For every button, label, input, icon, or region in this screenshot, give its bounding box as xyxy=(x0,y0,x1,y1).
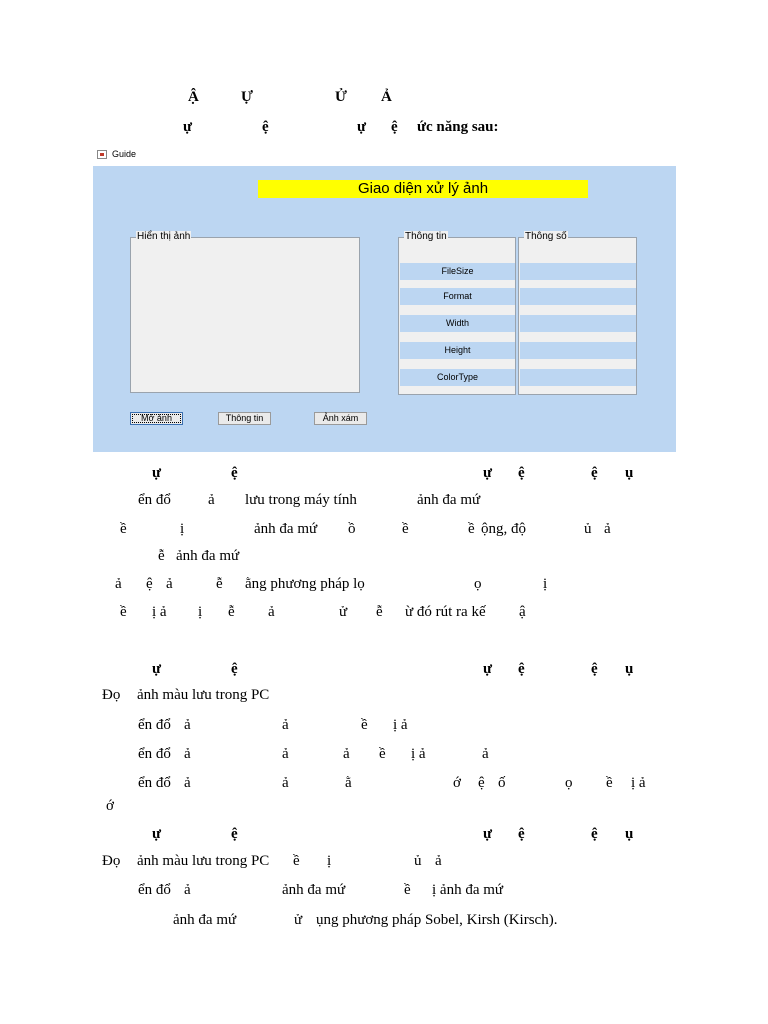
heading-fragment: ự xyxy=(183,119,193,135)
heading-fragment: ệ xyxy=(262,119,269,135)
text-fragment: ả xyxy=(184,717,191,733)
text-fragment: ọ xyxy=(474,576,482,592)
text-fragment: ề xyxy=(293,853,300,869)
text-fragment: ự xyxy=(152,465,162,481)
text-fragment: ồ xyxy=(348,521,356,537)
text-fragment: ả xyxy=(115,576,122,592)
text-fragment: ớ xyxy=(106,798,114,814)
text-fragment: ả xyxy=(435,853,442,869)
text-fragment: ề xyxy=(606,775,613,791)
text-fragment: ệ xyxy=(518,661,525,677)
text-fragment: ề xyxy=(404,882,411,898)
info-colortype: ColorType xyxy=(400,369,515,386)
text-fragment: ị ả xyxy=(631,775,646,791)
text-fragment: ả xyxy=(282,746,289,762)
text-fragment: ảnh đa mứ xyxy=(417,492,481,508)
text-fragment: ố xyxy=(498,775,506,791)
text-fragment: ảnh đa mứ xyxy=(176,548,240,564)
text-fragment: ả xyxy=(184,746,191,762)
text-fragment: ề xyxy=(468,521,475,537)
text-fragment: ảnh đa mứ xyxy=(282,882,346,898)
text-fragment: ủ xyxy=(414,853,422,869)
param-height-field[interactable] xyxy=(520,342,636,359)
text-fragment: ằ xyxy=(345,775,352,791)
text-fragment: ển đổ xyxy=(138,492,171,508)
text-fragment: lưu trong máy tính xyxy=(245,492,357,508)
image-display-group xyxy=(130,231,360,393)
text-fragment: ụ xyxy=(625,661,634,677)
text-fragment: ị xyxy=(180,521,185,537)
param-format-field[interactable] xyxy=(520,288,636,305)
text-fragment: ển đổ xyxy=(138,746,171,762)
grayscale-button[interactable]: Ảnh xám xyxy=(314,412,367,425)
text-fragment: ảnh đa mứ xyxy=(254,521,318,537)
text-fragment: ự xyxy=(483,826,493,842)
heading-fragment: ệ xyxy=(391,119,398,135)
text-fragment: ự xyxy=(483,661,493,677)
text-fragment: ệ xyxy=(231,826,238,842)
text-fragment: ậ xyxy=(519,604,526,620)
text-fragment: ễ xyxy=(228,604,235,620)
text-fragment: ển đổ xyxy=(138,717,171,733)
text-fragment: ển đổ xyxy=(138,775,171,791)
image-display-label: Hiển thị ảnh xyxy=(137,231,191,242)
text-fragment: ảnh đa mứ xyxy=(173,912,237,928)
text-fragment: ễ xyxy=(158,548,165,564)
text-fragment: ị xyxy=(543,576,548,592)
heading-fragment: Ả xyxy=(381,89,392,105)
text-fragment: ử xyxy=(339,604,348,620)
heading-fragment: ự xyxy=(357,119,367,135)
heading-fragment: Ử xyxy=(335,89,347,105)
text-fragment: ề xyxy=(361,717,368,733)
text-fragment: ề xyxy=(120,604,127,620)
text-fragment: ề xyxy=(402,521,409,537)
param-filesize-field[interactable] xyxy=(520,263,636,280)
info-format: Format xyxy=(400,288,515,305)
text-fragment: ự xyxy=(152,826,162,842)
text-fragment: ệ xyxy=(591,465,598,481)
text-fragment: ự xyxy=(483,465,493,481)
text-fragment: ị ả xyxy=(393,717,408,733)
text-fragment: ề xyxy=(379,746,386,762)
text-fragment: ệ xyxy=(231,465,238,481)
text-fragment: ằng phương pháp lọ xyxy=(245,576,365,592)
text-fragment: ả xyxy=(166,576,173,592)
text-fragment: ả xyxy=(604,521,611,537)
text-fragment: ự xyxy=(152,661,162,677)
info-width: Width xyxy=(400,315,515,332)
text-fragment: Đọ xyxy=(102,853,121,869)
text-fragment: ả xyxy=(343,746,350,762)
params-group-label: Thông số xyxy=(525,231,567,242)
text-fragment: ệ xyxy=(231,661,238,677)
text-fragment: ển đổ xyxy=(138,882,171,898)
info-filesize: FileSize xyxy=(400,263,515,280)
text-fragment: ả xyxy=(208,492,215,508)
param-width-field[interactable] xyxy=(520,315,636,332)
param-colortype-field[interactable] xyxy=(520,369,636,386)
text-fragment: ị ả xyxy=(411,746,426,762)
text-fragment: ị xyxy=(327,853,332,869)
text-fragment: ảnh màu lưu trong PC xyxy=(137,853,270,869)
text-fragment: ả xyxy=(184,775,191,791)
text-fragment: ả xyxy=(482,746,489,762)
info-button[interactable]: Thông tin xyxy=(218,412,271,425)
text-fragment: ủ xyxy=(584,521,592,537)
text-fragment: ệ xyxy=(591,826,598,842)
text-fragment: ử xyxy=(294,912,303,928)
heading-fragment: Ậ xyxy=(188,89,199,105)
text-fragment: ệ xyxy=(146,576,153,592)
text-fragment: ảnh màu lưu trong PC xyxy=(137,687,270,703)
text-fragment: ị ảnh đa mứ xyxy=(432,882,504,898)
text-fragment: ọ xyxy=(565,775,573,791)
text-fragment: ụng phương pháp Sobel, Kirsh (Kirsch). xyxy=(316,912,558,928)
text-fragment: ễ xyxy=(216,576,223,592)
window-title: Guide xyxy=(112,149,137,159)
text-fragment: ệ xyxy=(518,826,525,842)
text-fragment: ụ xyxy=(625,826,634,842)
open-image-button[interactable]: Mở ảnh xyxy=(130,412,183,425)
text-fragment: ộng, độ xyxy=(481,521,526,537)
gui-header: Giao diện xử lý ảnh xyxy=(258,180,588,198)
text-fragment: Đọ xyxy=(102,687,121,703)
text-fragment: ả xyxy=(282,717,289,733)
text-fragment: ề xyxy=(120,521,127,537)
text-fragment: ệ xyxy=(518,465,525,481)
info-group-label: Thông tin xyxy=(405,231,447,242)
text-fragment: ớ xyxy=(453,775,461,791)
text-fragment: ả xyxy=(282,775,289,791)
text-fragment: ệ xyxy=(591,661,598,677)
gui-panel xyxy=(93,166,676,452)
text-fragment: ị ả xyxy=(152,604,167,620)
info-height: Height xyxy=(400,342,515,359)
params-group xyxy=(518,231,637,395)
text-fragment: ụ xyxy=(625,465,634,481)
text-fragment: ả xyxy=(268,604,275,620)
text-fragment: ị xyxy=(198,604,203,620)
text-fragment: ả xyxy=(184,882,191,898)
heading-fragment: Ự xyxy=(241,89,253,105)
text-fragment: ừ đó rút ra kế xyxy=(405,604,486,620)
info-group xyxy=(398,231,516,395)
text-fragment: ễ xyxy=(376,604,383,620)
heading-fragment: ức năng sau: xyxy=(417,119,499,135)
text-fragment: ệ xyxy=(478,775,485,791)
